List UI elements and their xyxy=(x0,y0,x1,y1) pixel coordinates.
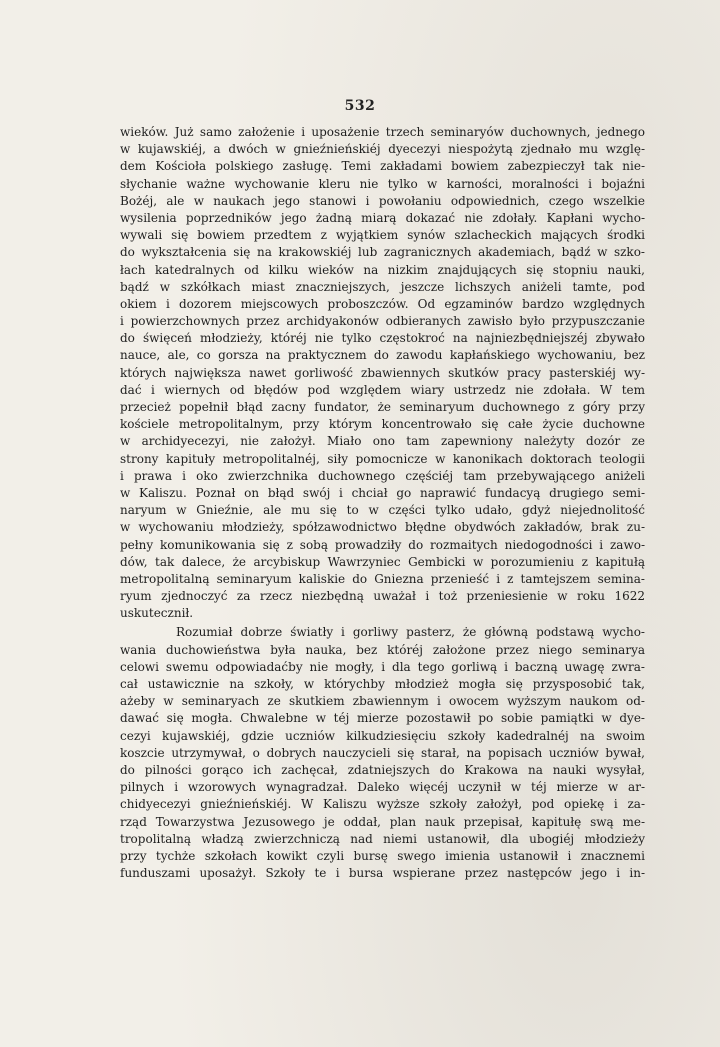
text-line: wysilenia poprzedników jego żadną miarą dokazać nie zdołały. Kapłani wycho- xyxy=(120,210,645,225)
paragraph xyxy=(120,124,645,622)
text-line: celowi swemu odpowiadaćby nie mogły, i dla tego gorliwą i baczną uwagę zwra- xyxy=(120,659,645,674)
text-line: pilnych i wzorowych wynagradzał. Daleko więcéj uczynił w téj mierze w ar- xyxy=(120,780,645,795)
text-line: koszcie utrzymywał, o dobrych nauczycieli się starał, na popisach uczniów bywał, xyxy=(120,745,645,760)
text-line: i prawa i oko zwierzchnika duchownego częściéj tam przebywającego aniżeli xyxy=(120,468,645,483)
text-line: uskutecznił. xyxy=(120,606,194,621)
text-line: wieków. Już samo założenie i uposażenie trzech seminaryów duchownych, jednego xyxy=(120,125,645,139)
text-line: tropolitalną władzą zwierzchniczą nad niemi ustanowił, dla ubogiéj młodzieży xyxy=(120,831,645,846)
text-line: w wychowaniu młodzieży, spółzawodnictwo błędne obydwóch zakładów, brak zu- xyxy=(120,520,645,535)
text-line: przecież popełnił błąd zacny fundator, że seminaryum duchownego z góry przy xyxy=(120,400,645,414)
page-number: 532 xyxy=(344,98,376,114)
text-line: łach katedralnych od kilku wieków na nizkim znajdujących się stopniu nauki, xyxy=(120,262,645,277)
text-line: Rozumiał dobrze światły i gorliwy pasterz, że główną podstawą wycho- xyxy=(176,625,645,640)
text-line: dać i wiernych od błędów pod względem wiary ustrzedz nie zdołała. W tem xyxy=(120,382,645,397)
text-line: cezyi kujawskiéj, gdzie uczniów kilkudziesięciu szkoły kadedralnéj na swoim xyxy=(120,728,645,743)
text-line: których największa nawet gorliwość zbawiennych skutków pracy pasterskiéj wy- xyxy=(120,365,645,380)
body-text xyxy=(120,124,645,882)
text-line: okiem i dozorem miejscowych proboszczów. Od egzaminów bardzo względnych xyxy=(120,296,645,311)
text-line: do święceń młodzieży, któréj nie tylko częstokroć na najniezbędniejszéj zbywało xyxy=(120,331,645,346)
text-line: nauce, ale, co gorsza na praktycznem do zawodu kapłańskiego wychowaniu, bez xyxy=(120,348,645,363)
text-line: cał ustawicznie na szkoły, w którychby młodzież mogła się przysposobić tak, xyxy=(120,677,645,691)
text-line: przy tychże szkołach kowikt czyli bursę swego imienia ustanowił i znacznemi xyxy=(120,848,645,863)
text-line: wania duchowieństwa była nauka, bez któréj założone przez niego seminarya xyxy=(120,642,645,657)
text-line: chidyecezyi gnieźnieńskiéj. W Kaliszu wyższe szkoły założył, pod opiekę i za- xyxy=(120,797,645,812)
text-line: wywali się bowiem przedtem z wyjątkiem synów szlacheckich mających środki xyxy=(120,228,645,243)
text-line: do wykształcenia się na krakowskiéj lub zagranicznych akademiach, bądź w szko- xyxy=(120,245,645,260)
text-line: do pilności gorąco ich zachęcał, zdatniejszych do Krakowa na nauki wysyłał, xyxy=(120,762,645,777)
text-line: strony kapituły metropolitalnéj, siły pomocnicze w kanonikach doktorach teologii xyxy=(120,451,645,466)
text-line: w archidyecezyi, nie założył. Miało ono tam zapewniony należyty dozór ze xyxy=(120,434,645,449)
text-line: metropolitalną seminaryum kaliskie do Gniezna przenieść i z tamtejszem semina- xyxy=(120,571,645,586)
text-line: ryum zjednoczyć za rzecz niezbędną uważał i toż przeniesienie w roku 1622 xyxy=(120,589,645,604)
text-line: rząd Towarzystwa Jezusowego je oddał, plan nauk przepisał, kapitułę swą me- xyxy=(120,814,645,829)
text-line: w Kaliszu. Poznał on błąd swój i chciał go naprawić fundacyą drugiego semi- xyxy=(120,485,645,500)
text-line: w kujawskiéj, a dwóch w gnieźnieńskiéj dyecezyi niespożytą zjednało mu wzglę- xyxy=(120,142,645,157)
text-line: kościele metropolitalnym, przy którym koncentrowało się całe życie duchowne xyxy=(120,417,645,432)
text-line: dów, tak dalece, że arcybiskup Wawrzyniec Gembicki w porozumieniu z kapitułą xyxy=(120,554,645,569)
paragraph xyxy=(120,624,645,882)
text-line: bądź w szkółkach miast znaczniejszych, jeszcze lichszych aniżeli tamte, pod xyxy=(120,279,645,294)
text-line: słychanie ważne wychowanie kleru nie tylko w karności, moralności i bojaźni xyxy=(120,176,645,191)
text-line: ażeby w seminaryach ze skutkiem zbawiennym i owocem wyższym naukom od- xyxy=(120,694,645,709)
text-line: dawać się mogła. Chwalebne w téj mierze pozostawił po sobie pamiątki w dye- xyxy=(120,711,645,726)
text-line: pełny komunikowania się z sobą prowadziły do rozmaitych niedogodności i zawo- xyxy=(120,537,645,552)
text-line: i powierzchownych przez archidyakonów odbieranych zawisło było przypuszczanie xyxy=(120,314,645,329)
text-line: naryum w Gnieźnie, ale mu się to w części tylko udało, gdyż niejednolitość xyxy=(120,503,645,518)
text-line: dem Kościoła polskiego zasługę. Temi zakładami bowiem zabezpieczył tak nie- xyxy=(120,159,645,174)
text-line: Bożéj, ale w naukach jego stanowi i powołaniu odpowiednich, czego wszelkie xyxy=(120,193,645,208)
text-line: funduszami uposażył. Szkoły te i bursa wspierane przez następców jego i in- xyxy=(120,866,645,881)
